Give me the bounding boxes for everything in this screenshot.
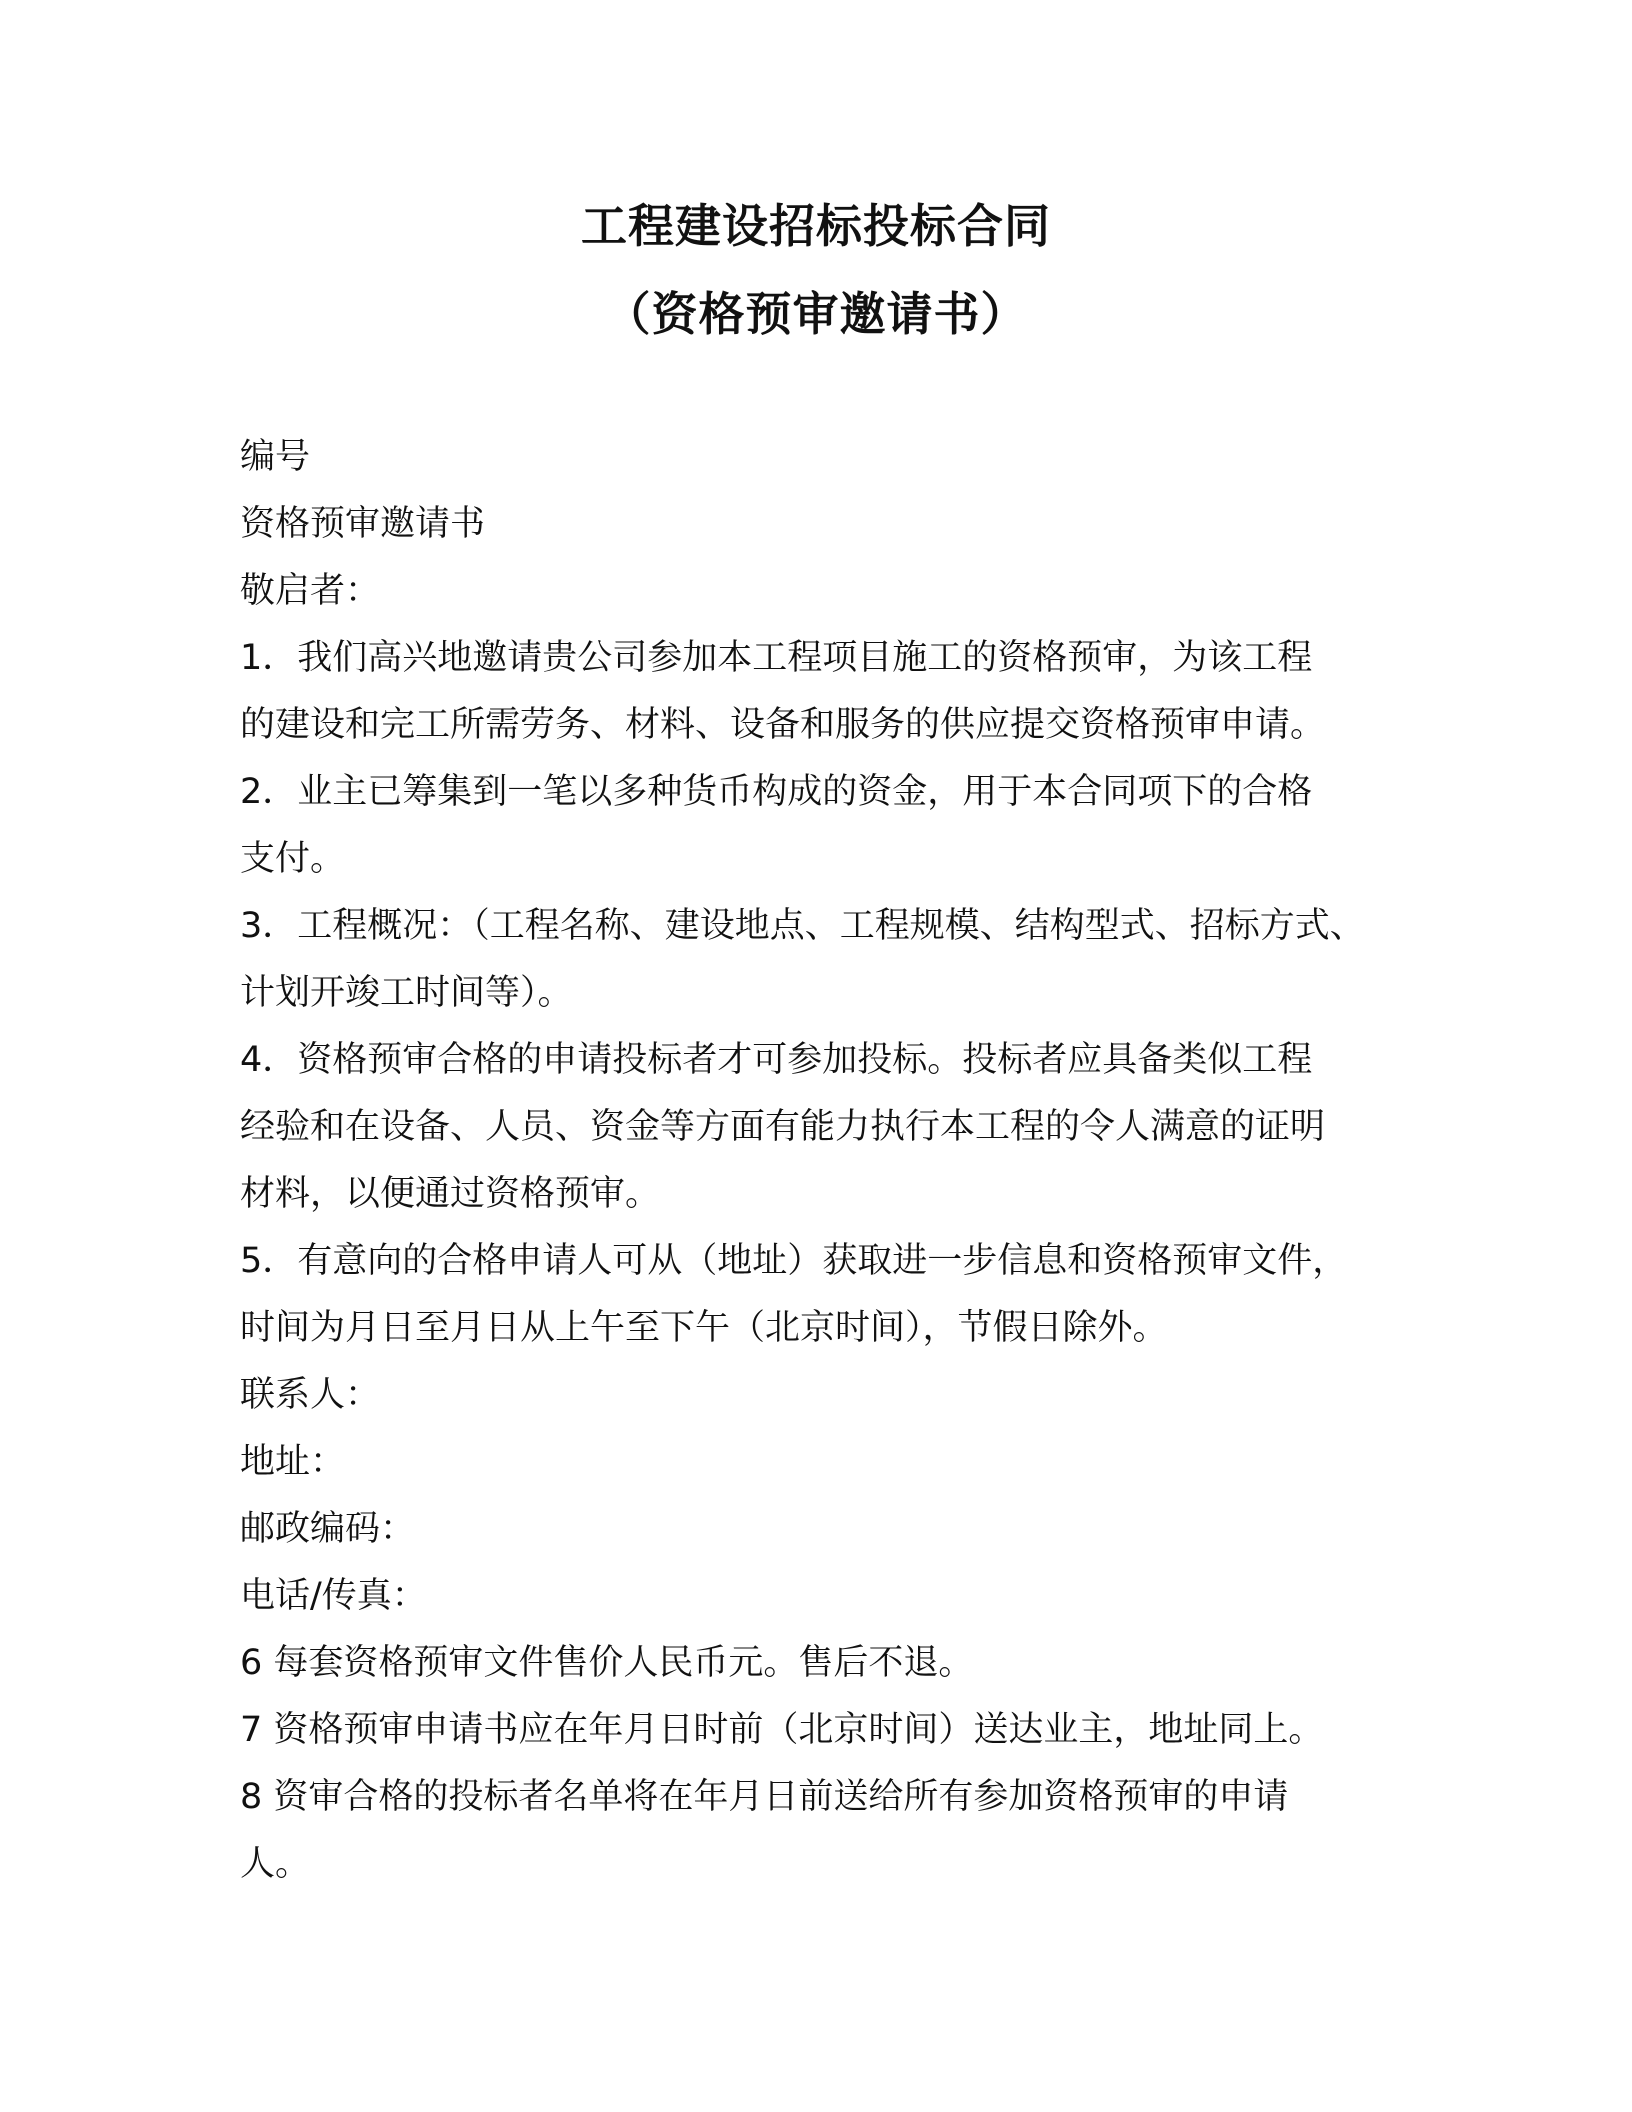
text-line: 联系人：: [240, 1375, 381, 1415]
text-line: 邮政编码：: [240, 1509, 416, 1549]
text-line: 支付。: [240, 839, 346, 879]
text-line: 敬启者：: [240, 571, 381, 611]
text-line: 8 资审合格的投标者名单将在年月日前送给所有参加资格预审的申请: [240, 1777, 1289, 1817]
text-line: 资格预审邀请书: [240, 504, 486, 544]
text-line: 地址：: [240, 1442, 346, 1482]
text-line: 5．有意向的合格申请人可从（地址）获取进一步信息和资格预审文件，: [240, 1241, 1348, 1281]
text-line: 电话/传真：: [240, 1576, 427, 1616]
text-line: 经验和在设备、人员、资金等方面有能力执行本工程的令人满意的证明: [240, 1107, 1326, 1147]
text-line: 编号: [240, 437, 311, 477]
text-line: 3．工程概况：（工程名称、建设地点、工程规模、结构型式、招标方式、: [240, 906, 1365, 946]
text-line: 6 每套资格预审文件售价人民币元。售后不退。: [240, 1643, 974, 1683]
text-line: 4．资格预审合格的申请投标者才可参加投标。投标者应具备类似工程: [240, 1040, 1313, 1080]
document-subtitle: （资格预审邀请书）: [604, 287, 1028, 341]
document-title: 工程建设招标投标合同: [581, 199, 1051, 253]
text-line: 7 资格预审申请书应在年月日时前（北京时间）送达业主，地址同上。: [240, 1710, 1324, 1750]
text-line: 的建设和完工所需劳务、材料、设备和服务的供应提交资格预审申请。: [240, 705, 1326, 745]
text-line: 1．我们高兴地邀请贵公司参加本工程项目施工的资格预审，为该工程: [240, 638, 1313, 678]
text-line: 材料，以便通过资格预审。: [240, 1174, 661, 1214]
text-line: 时间为月日至月日从上午至下午（北京时间），节假日除外。: [240, 1308, 1168, 1348]
text-line: 2．业主已筹集到一笔以多种货币构成的资金，用于本合同项下的合格: [240, 772, 1313, 812]
text-line: 人。: [240, 1844, 311, 1884]
document-body: [240, 424, 1400, 1898]
text-line: 计划开竣工时间等）。: [240, 973, 573, 1013]
